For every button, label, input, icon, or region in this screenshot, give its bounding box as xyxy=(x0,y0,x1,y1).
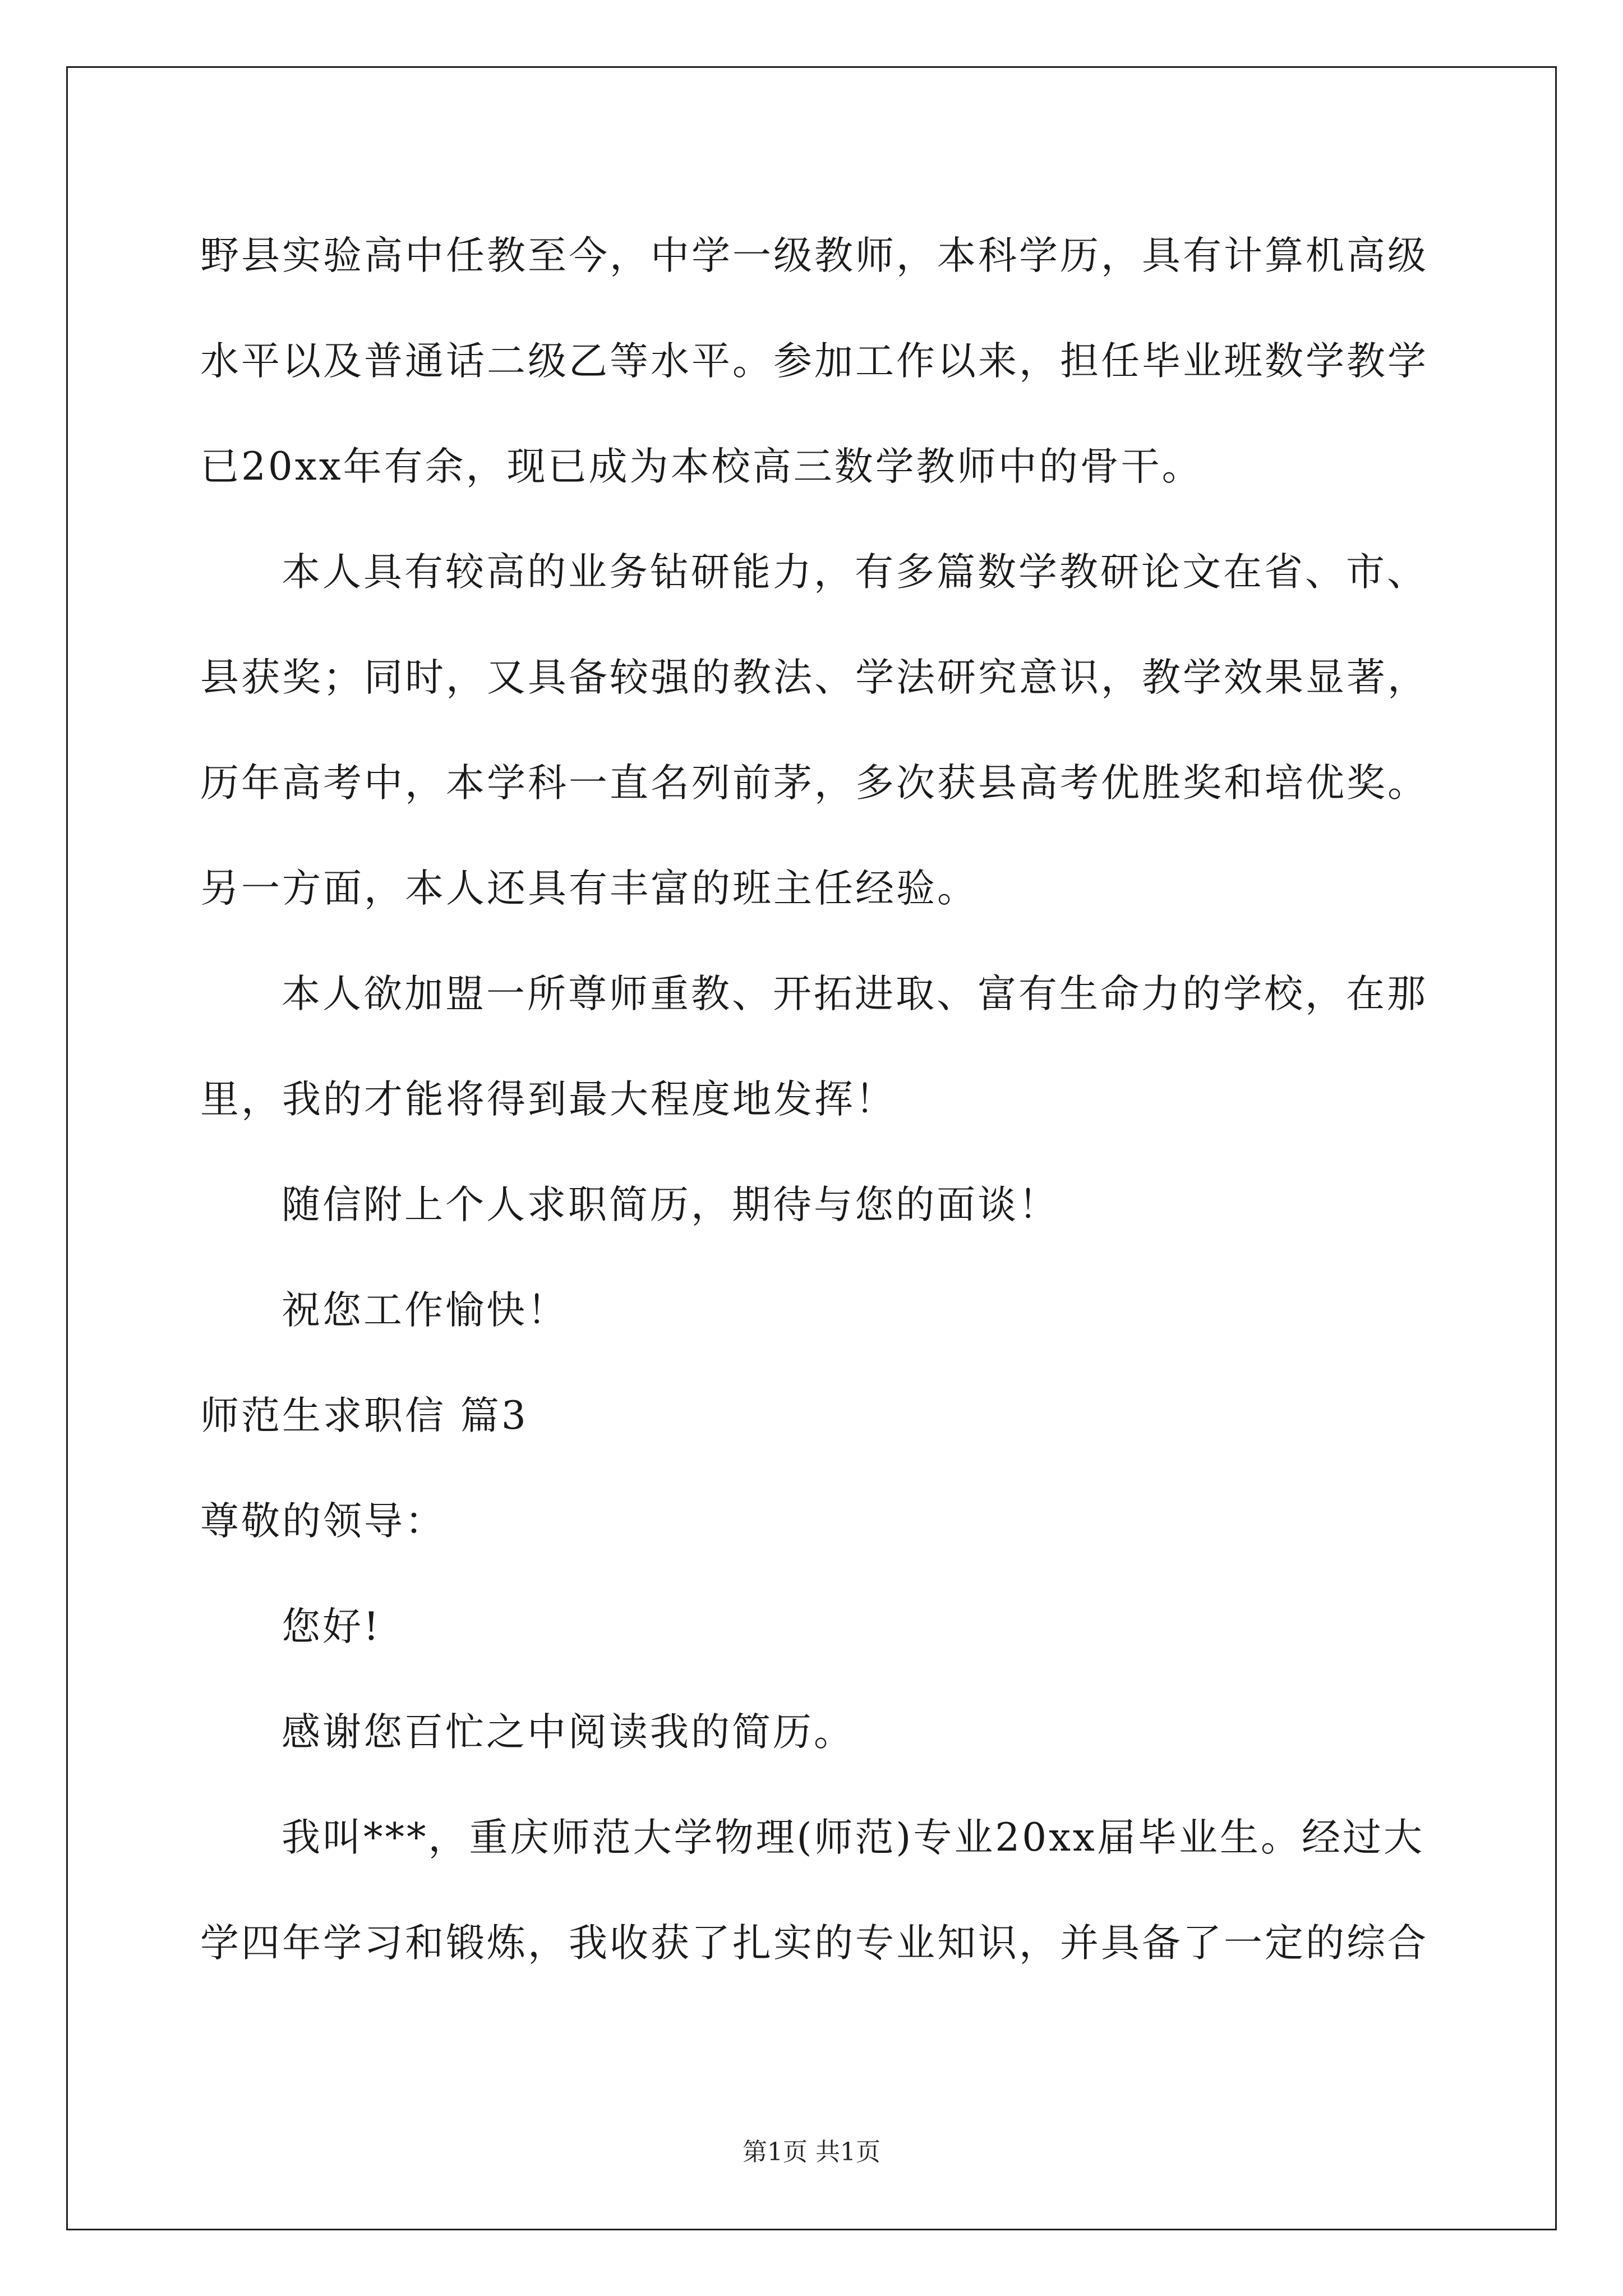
paragraph-start: 我叫***，重庆师范大学物理(师范)专业20xx届毕业生。经过大 xyxy=(282,1815,1424,1860)
page-number: 第1页 共1页 xyxy=(743,2138,880,2166)
paragraph-start: 本人欲加盟一所尊师重教、开拓进取、富有生命力的学校，在那 xyxy=(282,972,1428,1016)
text-line: 野县实验高中任教至今，中学一级教师，本科学历，具有计算机高级 xyxy=(200,233,1428,278)
text-line: 学四年学习和锻炼，我收获了扎实的专业知识，并具备了一定的综合 xyxy=(200,1921,1428,1966)
text-line: 县获奖；同时，又具备较强的教法、学法研究意识，教学效果显著， xyxy=(200,655,1428,700)
document-body xyxy=(200,203,1428,1996)
text-line: 水平以及普通话二级乙等水平。参加工作以来，担任毕业班数学教学 xyxy=(200,339,1428,384)
text-line: 已20xx年有余，现已成为本校高三数学教师中的骨干。 xyxy=(200,444,1203,489)
paragraph-start: 随信附上个人求职简历，期待与您的面谈！ xyxy=(282,1182,1059,1227)
text-line: 历年高考中，本学科一直名列前茅，多次获县高考优胜奖和培优奖。 xyxy=(200,761,1428,806)
paragraph-start: 本人具有较高的业务钻研能力，有多篇数学教研论文在省、市、 xyxy=(282,550,1428,595)
paragraph-start: 感谢您百忙之中阅读我的简历。 xyxy=(282,1710,855,1755)
text-line: 里，我的才能将得到最大程度地发挥！ xyxy=(200,1077,896,1122)
section-heading: 师范生求职信 篇3 xyxy=(200,1393,528,1438)
salutation: 尊敬的领导： xyxy=(200,1499,446,1544)
closing-line: 祝您工作愉快！ xyxy=(282,1288,568,1333)
greeting: 您好! xyxy=(282,1604,381,1649)
text-line: 另一方面，本人还具有丰富的班主任经验。 xyxy=(200,866,978,911)
